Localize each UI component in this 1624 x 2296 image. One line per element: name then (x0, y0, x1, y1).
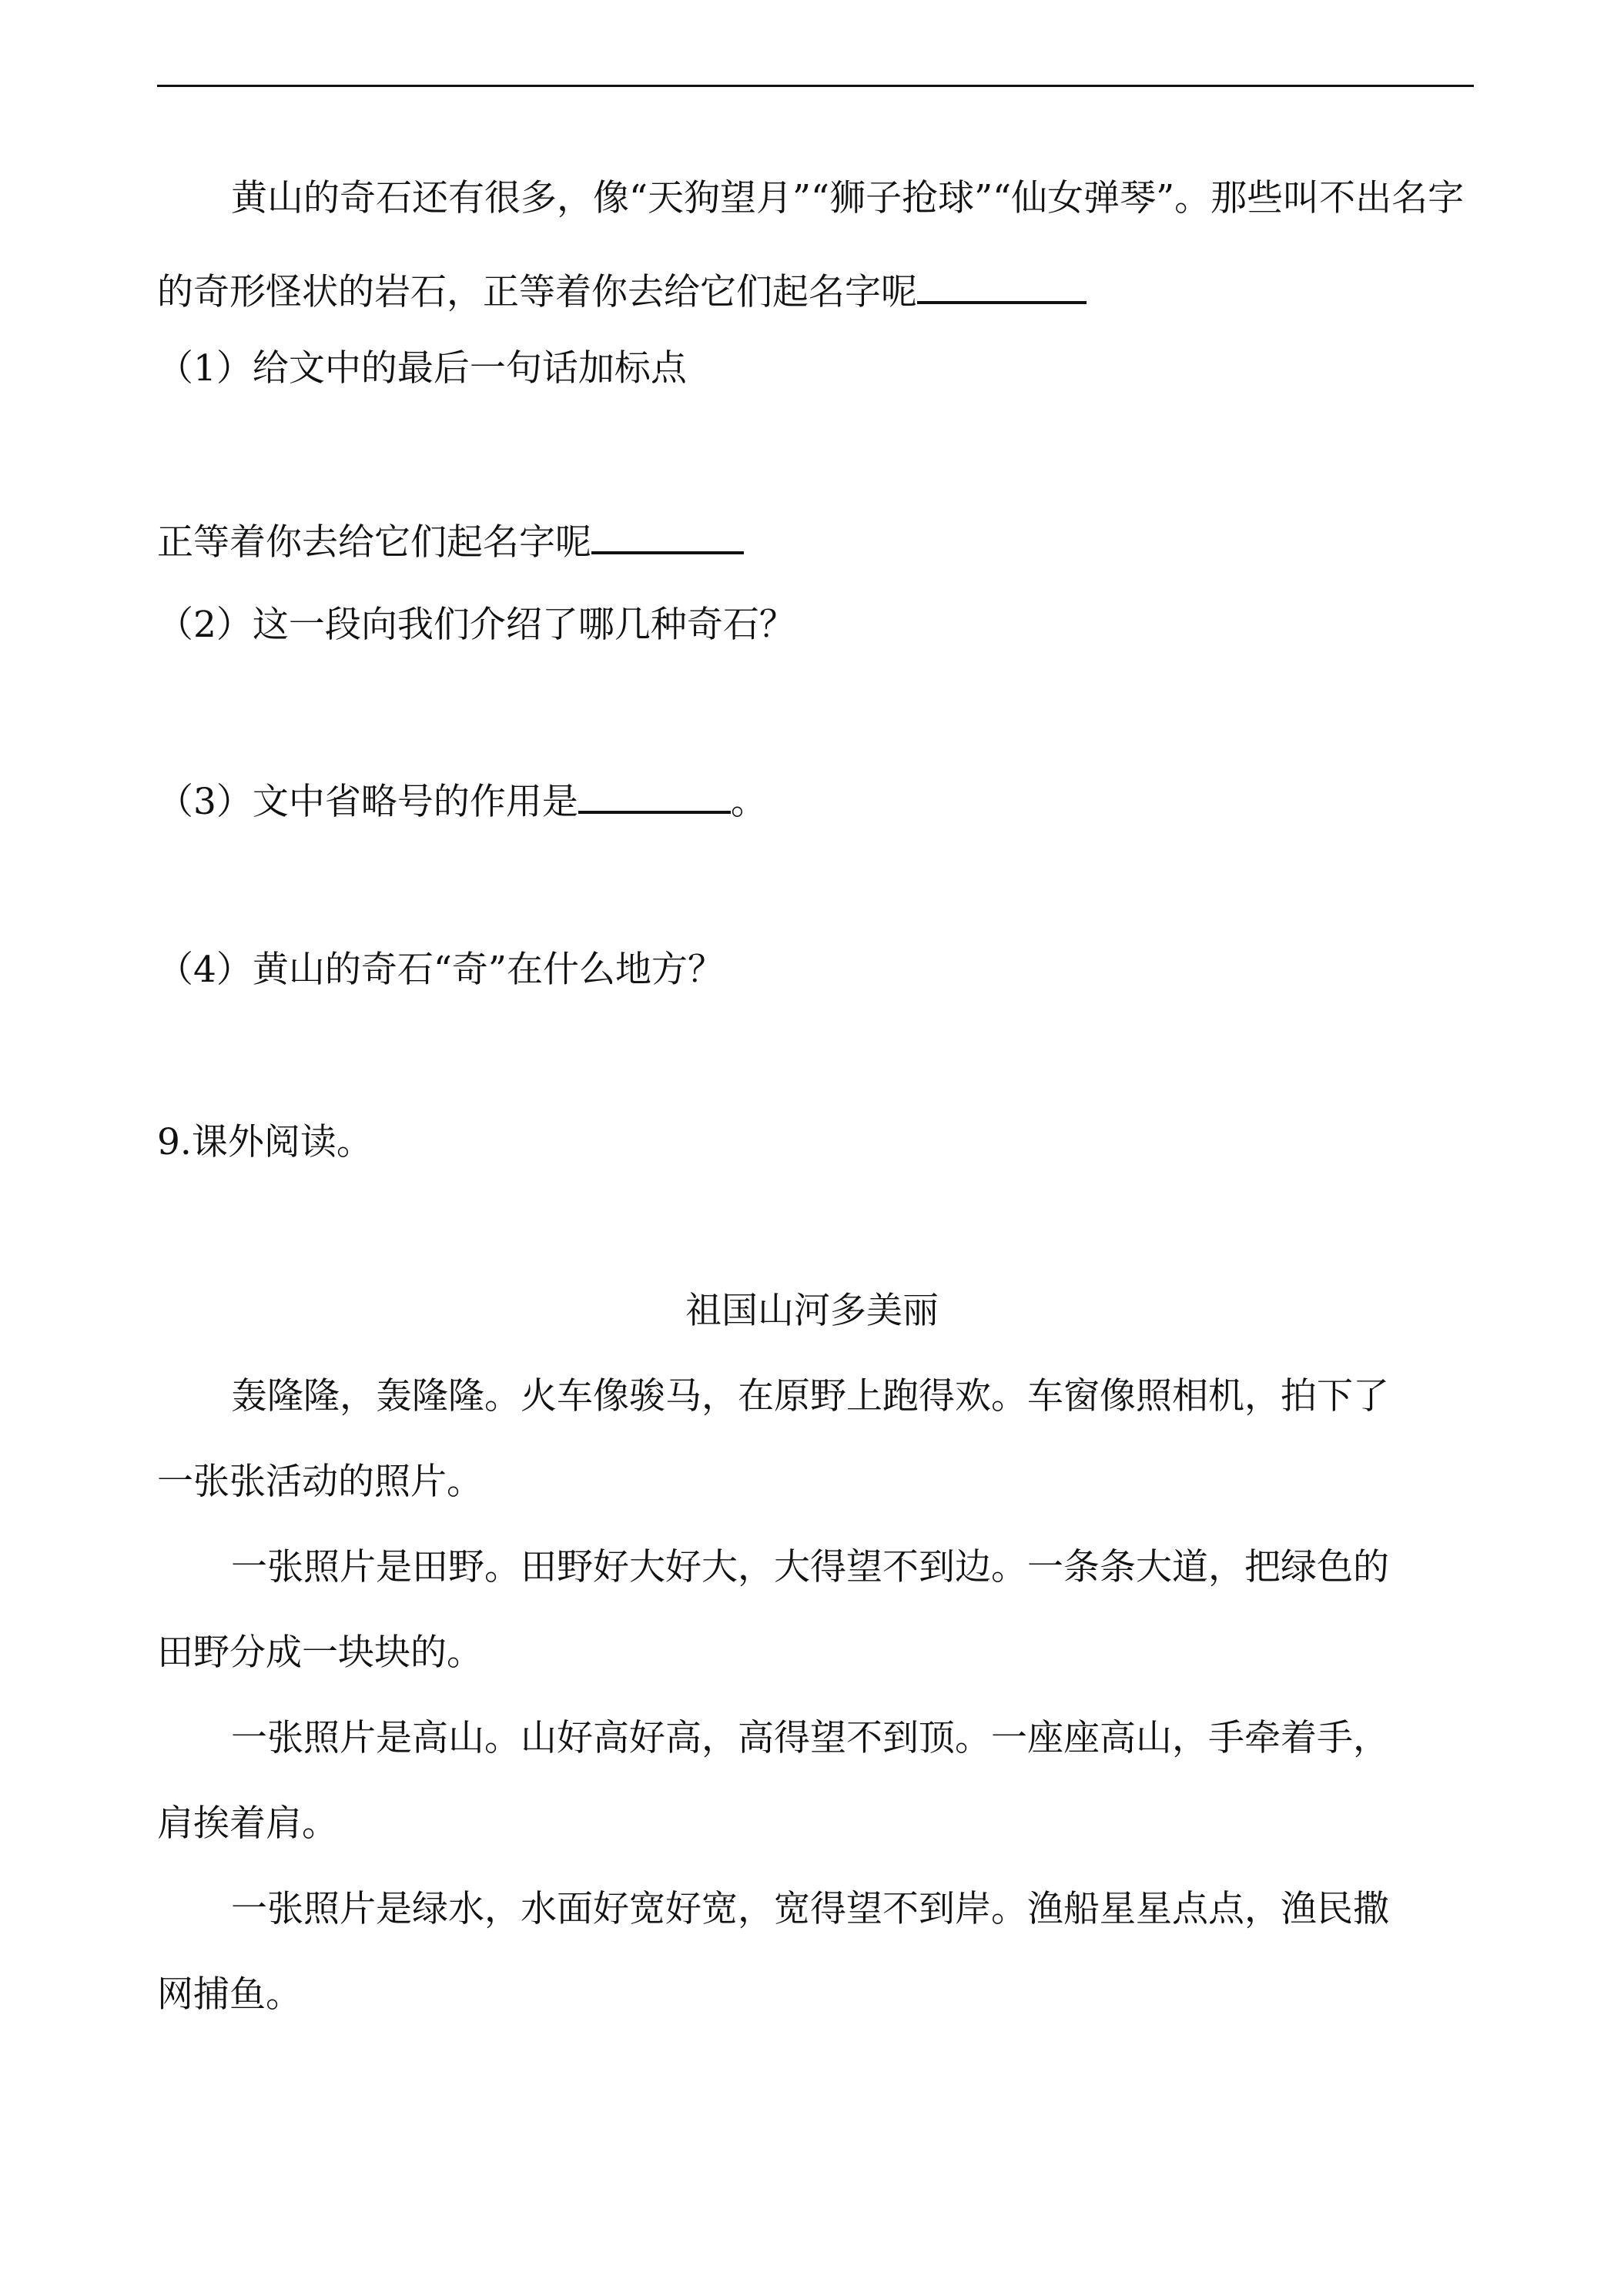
passage-text: 的奇形怪状的岩石，正等着你去给它们起名字呢 (157, 271, 917, 313)
paragraph-1-line-2 (157, 1459, 1474, 1505)
question-text: （4）黄山的奇石“奇”在什么地方？ (157, 949, 724, 991)
paragraph-3-line-2 (157, 1801, 1474, 1847)
answer-blank[interactable] (917, 266, 1087, 304)
paragraph-2-line-1 (231, 1545, 1548, 1591)
answer-blank[interactable] (591, 516, 744, 554)
paragraph-3-line-1 (231, 1715, 1548, 1762)
paragraph-text: 一张照片是绿水，水面好宽好宽，宽得望不到岸。渔船星星点点，渔民撒 (231, 1888, 1389, 1930)
paragraph-4-line-1 (231, 1886, 1548, 1933)
question-3 (157, 775, 1474, 825)
paragraph-text: 一张照片是田野。田野好大好大，大得望不到边。一条条大道，把绿色的 (231, 1546, 1389, 1588)
question-text: （2）这一段向我们介绍了哪几种奇石？ (157, 604, 795, 646)
paragraph-text: 田野分成一块块的。 (157, 1632, 483, 1674)
answer-blank[interactable] (578, 775, 731, 814)
passage-line-2 (157, 266, 1474, 316)
section-heading (157, 1120, 1474, 1166)
question-1-answer (157, 516, 1474, 566)
section-heading-text: 9.课外阅读。 (157, 1121, 373, 1163)
paragraph-2-line-2 (157, 1630, 1474, 1676)
passage-line-1 (231, 176, 1548, 222)
article-title-text: 祖国山河多美丽 (685, 1290, 939, 1332)
paragraph-1-line-1 (231, 1374, 1548, 1420)
paragraph-4-line-2 (157, 1972, 1474, 2018)
question-1 (157, 346, 1474, 392)
paragraph-text: 一张照片是高山。山好高好高，高得望不到顶。一座座高山，手牵着手， (231, 1717, 1389, 1759)
question-text: （3）文中省略号的作用是 (157, 781, 578, 823)
question-suffix: 。 (730, 781, 767, 823)
answer-prefix: 正等着你去给它们起名字呢 (157, 521, 591, 564)
question-4 (157, 947, 1474, 993)
passage-text: 黄山的奇石还有很多，像“天狗望月”“狮子抢球”“仙女弹琴”。那些叫不出名字 (231, 177, 1465, 219)
paragraph-text: 一张张活动的照片。 (157, 1461, 483, 1503)
paragraph-text: 轰隆隆，轰隆隆。火车像骏马，在原野上跑得欢。车窗像照相机，拍下了 (231, 1375, 1389, 1417)
question-text: （1）给文中的最后一句话加标点 (157, 347, 687, 390)
paragraph-text: 肩挨着肩。 (157, 1802, 338, 1845)
question-2 (157, 602, 1474, 648)
paragraph-text: 网捕鱼。 (157, 1973, 302, 2016)
article-title (0, 1288, 1624, 1334)
header-rule (157, 85, 1474, 87)
